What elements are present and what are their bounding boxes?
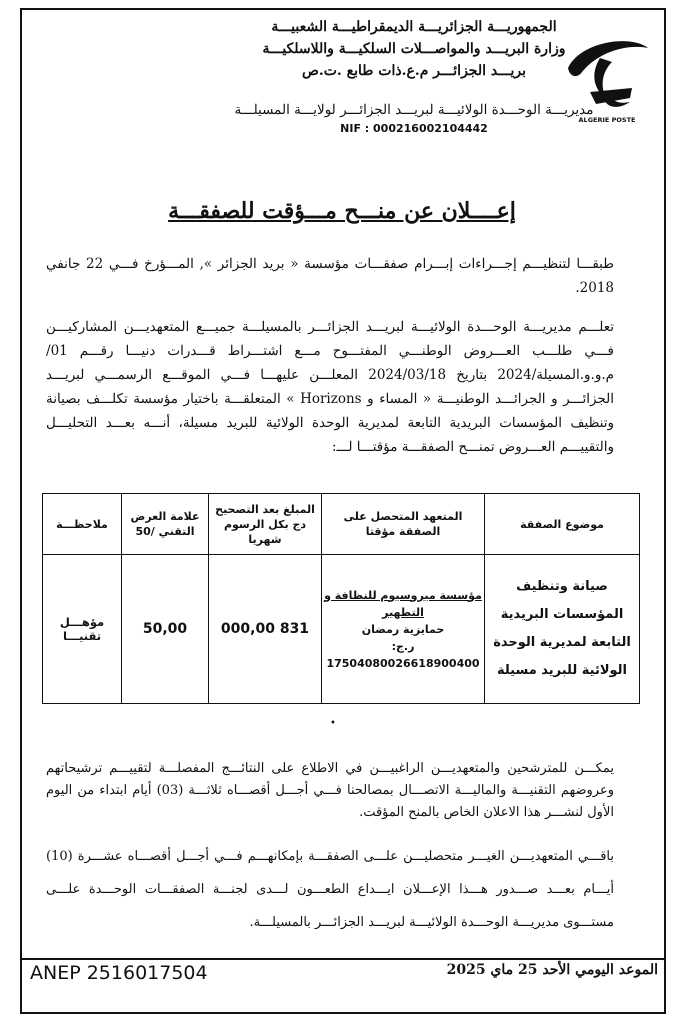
- footer-divider: [20, 958, 666, 960]
- ministry-line: وزارة البريـــد والمواصـــلات السلكيـــة واللاسلكيـــة: [262, 41, 566, 57]
- algerie-poste-logo: [560, 28, 654, 128]
- republic-line: الجمهوريـــة الجزائريـــة الديمقراطيـــة الشعبيـــة: [271, 19, 557, 35]
- header-contractor: المتعهد المتحصل على الصفقة مؤقتا: [322, 494, 485, 555]
- header-score: علامة العرض التقني /50: [122, 494, 209, 555]
- company-line: بريـــد الجزائـــر م.ع.ذات طابع .ت.ص: [301, 63, 527, 79]
- nif-number: NIF : 000216002104442: [340, 122, 488, 135]
- bird-logo-icon: [560, 28, 654, 128]
- body-paragraph: تعلـــم مديريـــة الوحـــدة الولائيـــة لبريـــد الجزائـــر بالمسيلـــة جميـــع المتعهديـــن المشاركيـــن فـــي طلـــب العـــروض الوطنـــي المفتـــوح مـــع اشتـــراط قـــدرات دنيـــا رقـــم 01/ م.و.و.المسيلة/2024 بتاريخ 2024/03/18 المعلـــن عليهـــا فـــي الموقـــع الرسمـــي لبريـــد الجزائـــر و الجرائـــد الوطنيـــة « المساء و Horizons » المتعلقـــة باختيار مؤسسة تكلـــف بصيانة وتنظيف المؤسسات البريدية التابعة لمديرية الوحدة الولائية للبريد مسيلة، أنـــه بعـــد التحليـــل والتقييـــم العـــروض تمنـــح الصفقـــة مؤقتـــا لـــ:: [46, 319, 614, 455]
- contractor-company: مؤسسة ميروسيوم للنظافة و التطهير: [324, 588, 482, 619]
- table-header-row: [43, 494, 640, 555]
- cell-score: 50,00: [122, 555, 209, 704]
- header-subject: موضوع الصفقة: [485, 494, 640, 555]
- contractor-rc-label: ر.ج:: [391, 639, 415, 653]
- directorate-line: مديريـــة الوحـــدة الولائيـــة لبريـــد الجزائـــر لولايـــة المسيلـــة: [234, 102, 594, 118]
- contractor-name: حمايزية رمضان: [361, 622, 445, 636]
- logo-caption: ALGERIE POSTE: [578, 116, 636, 124]
- award-table: [42, 493, 640, 704]
- cell-subject: صيانة وتنظيف المؤسسات البريدية التابعة لمديرية الوحدة الولائية للبريد مسيلة: [485, 555, 640, 704]
- cell-amount: 831 000,00: [209, 555, 322, 704]
- contractor-rc: 17504080026618900400: [326, 656, 480, 670]
- header-amount: المبلغ بعد التصحيح دج بكل الرسوم شهريا: [209, 494, 322, 555]
- notice-results-paragraph: يمكـــن للمترشحين والمتعهديـــن الراغبيـــن في الاطلاع على النتائـــج المفصلـــة لتقييـــم ترشيحاتهم وعروضهم التقنيـــة والماليـــة الاتصـــال بمصالحنا فـــي أجـــل أقصـــاه ثلاثـــة (03) أيام ابتداء من اليوم الأول لنشـــر هذا الاعلان الخاص بالمنح المؤقت.: [46, 761, 614, 820]
- newspaper-date: الموعد اليومي الأحد 25 ماي 2025: [446, 962, 658, 978]
- table-row: [43, 555, 640, 704]
- stray-mark: •: [330, 718, 336, 729]
- notice-title: إعــــلان عن منـــح مـــؤقت للصفقـــة: [168, 198, 516, 224]
- cell-note: مؤهـــل تقنيـــا: [43, 555, 122, 704]
- notice-appeals-paragraph: باقـــي المتعهديـــن الغيـــر متحصليـــن علـــى الصفقـــة بإمكانهـــم فـــي أجـــل أقصـــاه عشـــرة (10) أيـــام بعـــد صـــدور هـــذا الإعـــلان ايـــداع الطعـــون لـــدى لجنـــة الصفقـــات الوحـــدة علـــى مستـــوى مديريـــة الوحـــدة الولائيـــة لبريـــد الجزائـــر بالمسيلـــة.: [46, 849, 614, 930]
- cell-contractor: [322, 555, 485, 704]
- intro-paragraph: طبقـــا لتنظيـــم إجـــراءات إبـــرام صفقـــات مؤسسة « بريد الجزائر », المـــؤرخ فـــي 22 جانفي 2018.: [46, 256, 615, 296]
- header-note: ملاحظـــة: [43, 494, 122, 555]
- anep-reference: ANEP 2516017504: [30, 962, 208, 984]
